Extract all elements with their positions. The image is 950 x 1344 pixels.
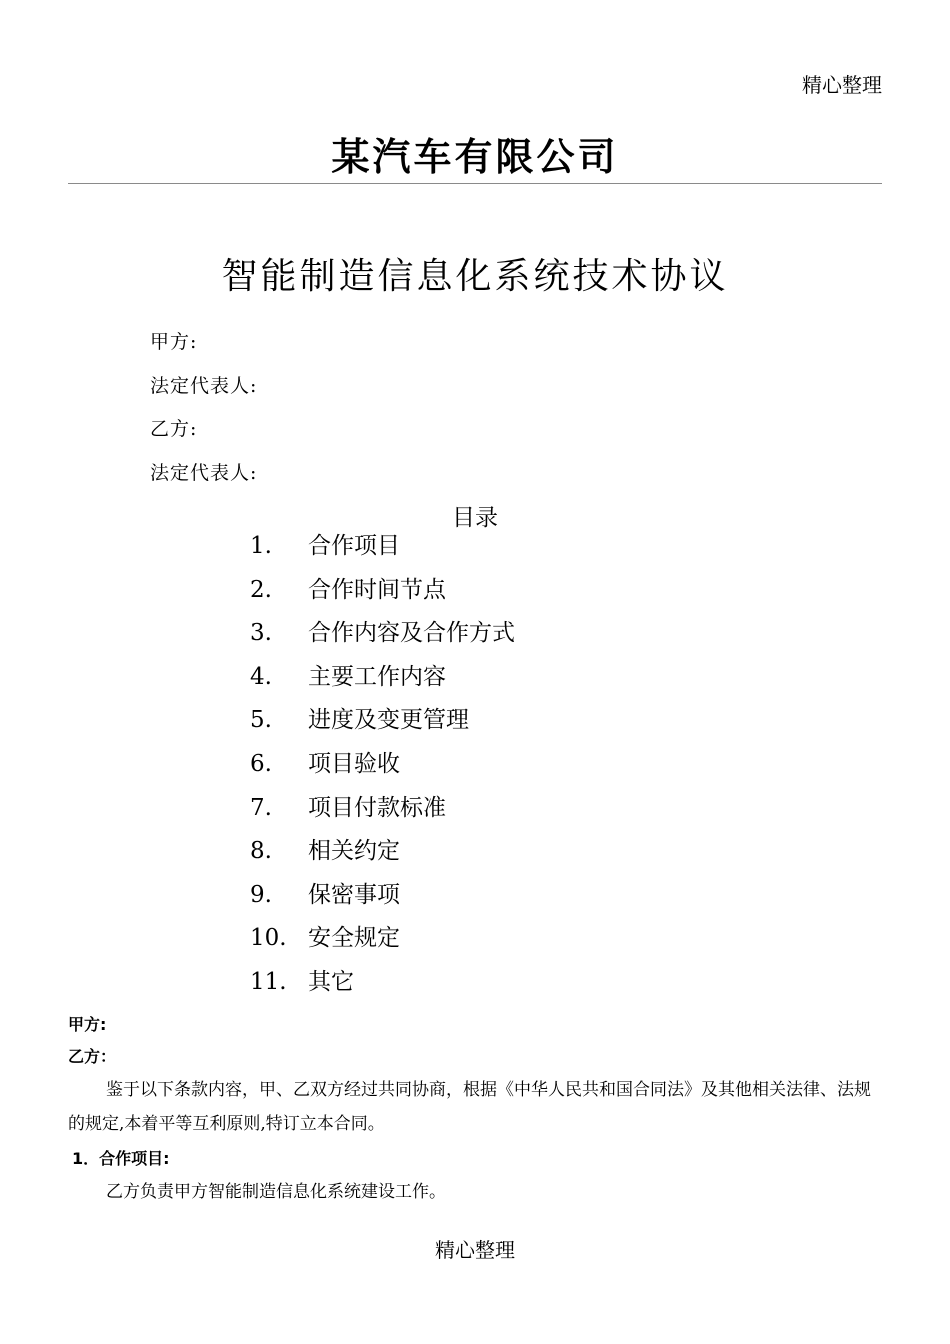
party-a-bold-label: 甲方: xyxy=(68,1015,107,1034)
toc-heading: 目录 xyxy=(452,505,498,531)
party-b-bold-label: 乙方： xyxy=(68,1047,117,1066)
toc-item-title: 项目付款标准 xyxy=(308,794,446,821)
toc-item xyxy=(250,879,515,923)
toc-item-number: 5. xyxy=(250,707,272,734)
toc-item-number: 2. xyxy=(250,576,272,603)
toc-item-title: 合作时间节点 xyxy=(308,576,446,603)
party-b-representative-label: 法定代表人: xyxy=(150,462,258,485)
toc-item xyxy=(250,530,515,574)
header-note: 精心整理 xyxy=(802,73,882,97)
toc-item-number: 9. xyxy=(250,881,272,908)
toc-item-title: 其它 xyxy=(308,968,354,995)
toc-item xyxy=(250,922,515,966)
toc-item xyxy=(250,704,515,748)
party-a-label: 甲方: xyxy=(150,331,198,353)
section-1-paragraph: 乙方负责甲方智能制造信息化系统建设工作。 xyxy=(106,1182,446,1202)
toc-item xyxy=(250,966,515,1010)
company-name: 某汽车有限公司 xyxy=(331,134,619,179)
toc-item-title: 相关约定 xyxy=(308,838,400,865)
toc-item-title: 合作内容及合作方式 xyxy=(308,620,515,647)
toc-item-title: 保密事项 xyxy=(308,881,400,908)
toc-item-number: 4. xyxy=(250,663,272,690)
toc-item-number: 7. xyxy=(250,794,272,821)
toc-item-title: 安全规定 xyxy=(308,925,400,952)
toc-list xyxy=(250,530,515,1010)
toc-item-number: 8. xyxy=(250,838,272,865)
toc-item-number: 3. xyxy=(250,620,272,647)
header-rule xyxy=(68,183,882,184)
contract-body xyxy=(68,1009,882,1209)
toc-item-title: 项目验收 xyxy=(308,750,400,777)
toc-item-title: 进度及变更管理 xyxy=(308,707,469,734)
intro-paragraph: 鉴于以下条款内容，甲、乙双方经过共同协商，根据《中华人民共和国合同法》及其他相关法律、法规的规定,本着平等互利原则,特订立本合同。 xyxy=(68,1080,871,1134)
document-title: 智能制造信息化系统技术协议 xyxy=(221,256,729,297)
toc-item-number: 10. xyxy=(250,925,287,952)
toc-item xyxy=(250,835,515,879)
toc-item-number: 6. xyxy=(250,750,272,777)
toc-item xyxy=(250,748,515,792)
toc-item-number: 11. xyxy=(250,968,287,995)
toc-item xyxy=(250,661,515,705)
footer-note: 精心整理 xyxy=(435,1238,515,1262)
party-a-representative-label: 法定代表人: xyxy=(150,374,258,397)
party-block xyxy=(150,327,257,502)
toc-item xyxy=(250,617,515,661)
toc-item xyxy=(250,574,515,618)
toc-item xyxy=(250,792,515,836)
party-b-label: 乙方: xyxy=(150,418,198,441)
toc-item-number: 1. xyxy=(250,533,272,559)
section-1-heading: 1．合作项目: xyxy=(72,1149,170,1168)
toc-item-title: 合作项目 xyxy=(308,533,400,559)
toc-item-title: 主要工作内容 xyxy=(308,663,446,690)
